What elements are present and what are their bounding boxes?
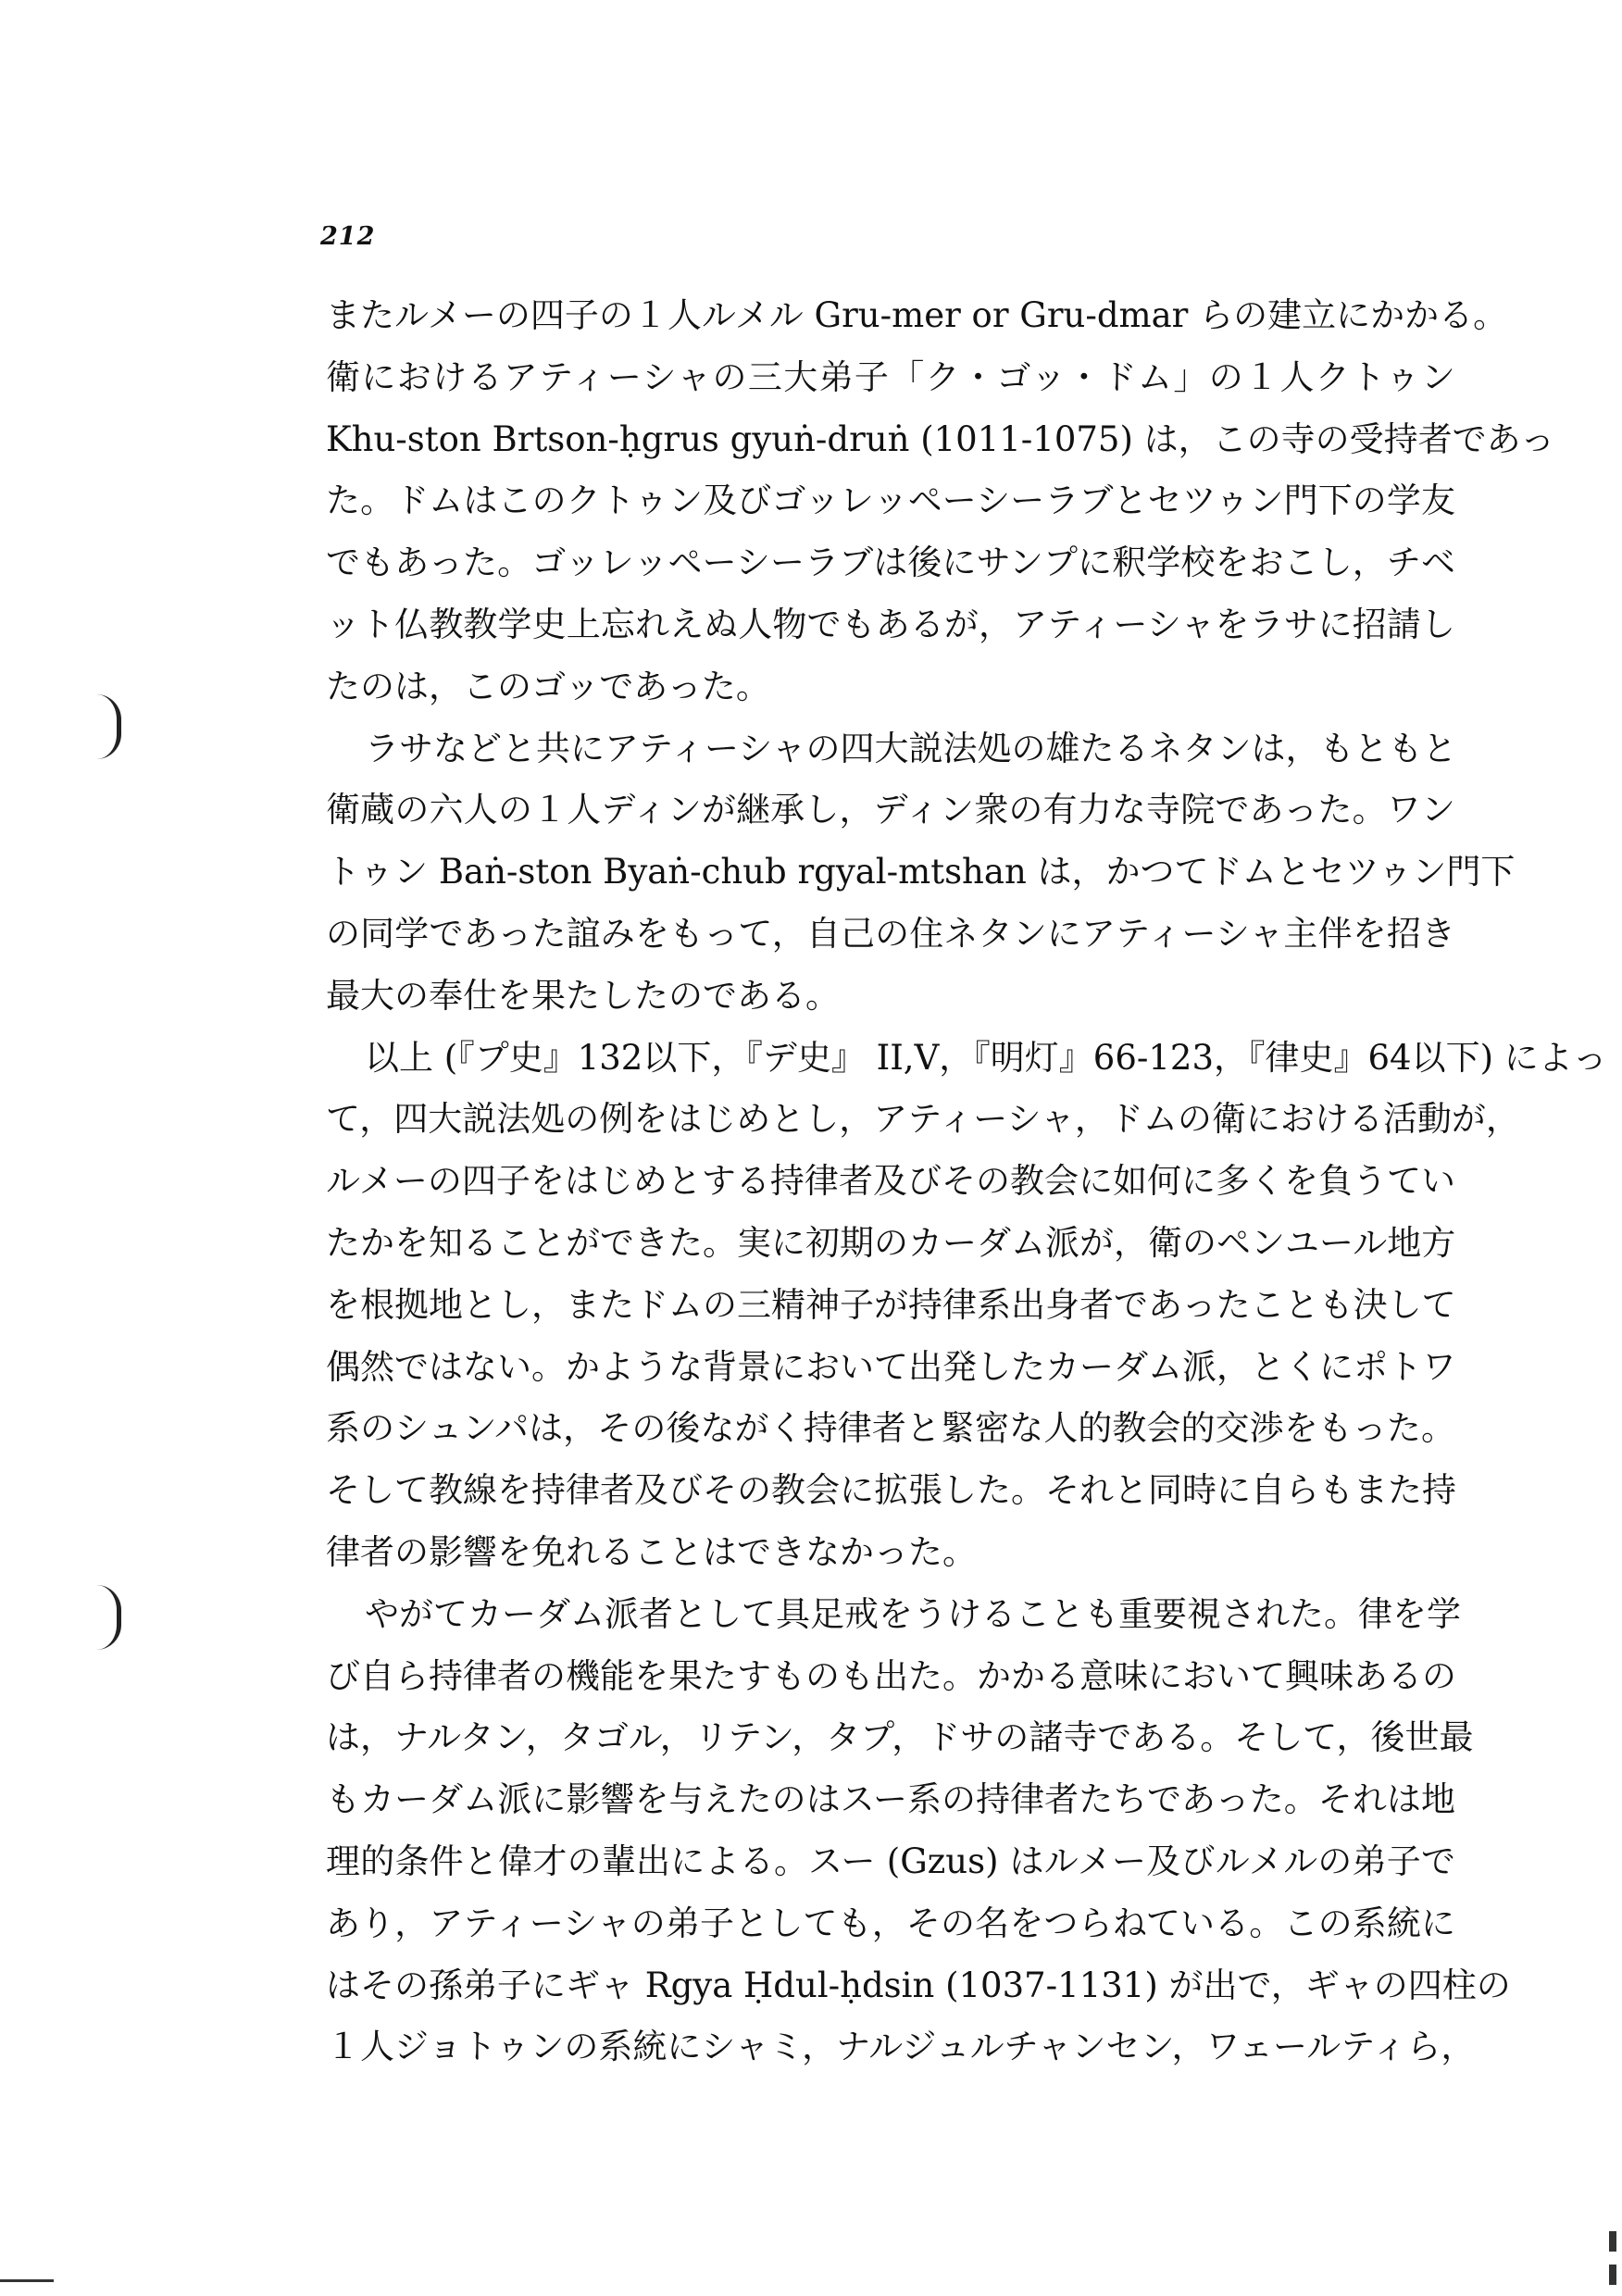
text-line: 偶然ではない。かような背景において出発したカーダム派，とくにポトワ [326, 1346, 1456, 1387]
text-line: を根拠地とし，またドムの三精神子が持律系出身者であったことも決して [326, 1284, 1456, 1325]
text-line: ット仏教教学史上忘れえぬ人物でもあるが，アティーシャをラサに招請し [326, 604, 1455, 644]
paragraph-start-line: 以上 (『プ史』132以下，『デ史』 II,V，『明灯』66-123，『律史』64以下) によっ [365, 1037, 1607, 1078]
text-line: でもあった。ゴッレッペーシーラブは後にサンプに釈学校をおこし，チベ [326, 543, 1455, 583]
text-line: たのは，このゴッであった。 [326, 666, 770, 706]
text-line: たかを知ることができた。実に初期のカーダム派が，衛のペンユール地方 [326, 1222, 1456, 1263]
scan-edge-mark [1609, 2265, 1616, 2285]
text-line: 律者の影響を免れることはできなかった。 [326, 1531, 977, 1572]
text-line: び自ら持律者の機能を果たすものも出た。かかる意味において興味あるの [326, 1655, 1456, 1696]
binding-hole-mark [96, 1585, 121, 1650]
text-line: 理的条件と偉才の輩出による。スー (Gzus) はルメー及びルメルの弟子で [326, 1841, 1455, 1881]
text-line: またルメーの四子の１人ルメル Gru-mer or Gru-dmar らの建立にかかる。 [326, 295, 1508, 335]
text-line: もカーダム派に影響を与えたのはスー系の持律者たちであった。それは地 [326, 1779, 1455, 1820]
text-line: トゥン Baṅ-ston Byaṅ-chub rgyal-mtshan は，かつてドムとセツゥン門下 [326, 852, 1516, 892]
text-line: 衛におけるアティーシャの三大弟子「ク・ゴッ・ドム」の１人クトゥン [326, 356, 1455, 397]
text-line: 最大の奉仕を果たしたのである。 [326, 975, 840, 1016]
text-line: た。ドムはこのクトゥン及びゴッレッペーシーラブとセツゥン門下の学友 [326, 480, 1455, 521]
page-number: 212 [320, 222, 376, 251]
scan-edge-mark [0, 2279, 54, 2282]
text-line: ルメーの四子をはじめとする持律者及びその教会に如何に多くを負うてい [326, 1161, 1455, 1202]
text-line: はその孫弟子にギャ Rgya Ḥdul-ḥdsin (1037-1131) が出で，ギャの四柱の [326, 1965, 1511, 2005]
text-line: て，四大説法処の例をはじめとし，アティーシャ，ドムの衛における活動が， [326, 1099, 1520, 1140]
text-line: は，ナルタン，タゴル，リテン，タプ，ドサの諸寺である。そして，後世最 [326, 1717, 1474, 1758]
text-line: 衛蔵の六人の１人ディンが継承し，ディン衆の有力な寺院であった。ワン [326, 790, 1455, 830]
body-text [326, 285, 1607, 2078]
binding-hole-mark [96, 694, 121, 759]
text-line: Khu-ston Brtson-ḥgrus gyuṅ-druṅ (1011-1075) は，この寺の受持者であっ [326, 418, 1555, 459]
text-line: あり，アティーシャの弟子としても，その名をつらねている。この系統に [326, 1903, 1455, 1943]
text-line: の同学であった誼みをもって，自己の住ネタンにアティーシャ主伴を招き [326, 913, 1455, 954]
text-line: そして教線を持律者及びその教会に拡張した。それと同時に自らもまた持 [326, 1470, 1456, 1511]
paragraph-start-line: やがてカーダム派者として具足戒をうけることも重要視された。律を学 [365, 1593, 1461, 1634]
text-line: 系のシュンパは，その後ながく持律者と緊密な人的教会的交渉をもった。 [326, 1408, 1455, 1449]
scan-edge-mark [1609, 2231, 1616, 2252]
text-line: １人ジョトゥンの系統にシャミ，ナルジュルチャンセン，ワェールティら， [326, 2027, 1476, 2067]
paragraph-start-line: ラサなどと共にアティーシャの四大説法処の雄たるネタンは，もともと [365, 728, 1457, 768]
